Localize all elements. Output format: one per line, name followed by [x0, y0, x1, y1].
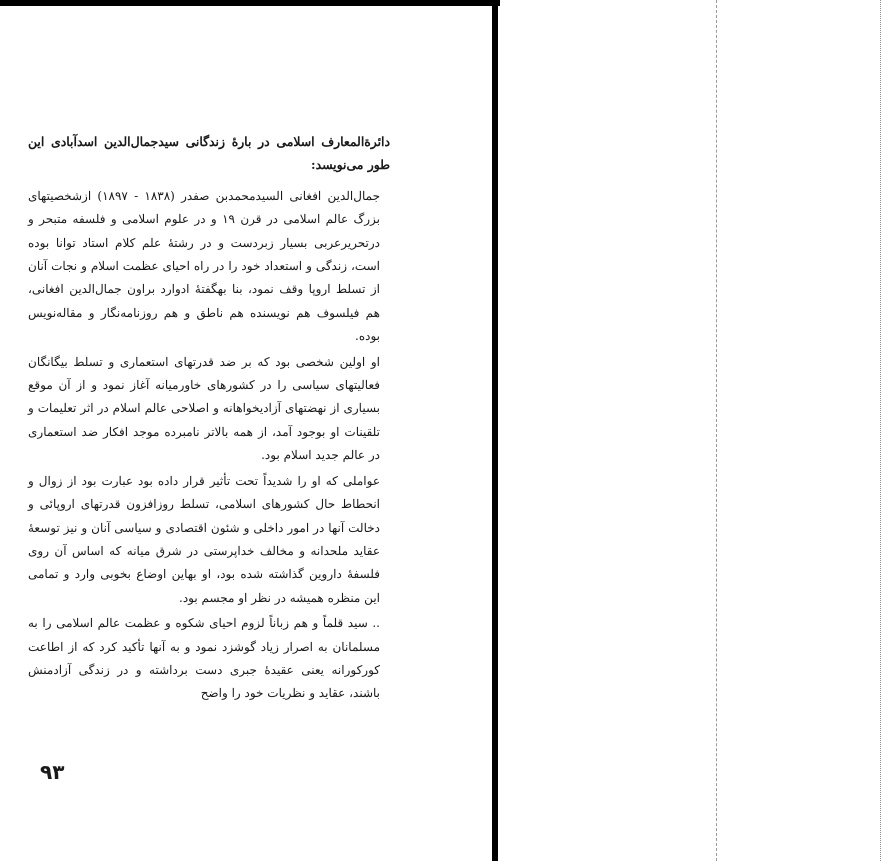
- scan-edge-line-right: [880, 0, 882, 861]
- paragraph-4: .. سید قلماً و هم زباناً لزوم احیای شکوه و عظمت عالم اسلامی را به مسلمانان به اصرار زیاد گوشزد نمود و به آنها تأکید کرد که از اطاعت کورکورانه یعنی عقیدهٔ جبری دست برداشته و در زندگی آزادمنش باشند، عقاید و نظریات خود را واضح: [28, 616, 380, 701]
- paragraph-3: عواملی که او را شدیداً تحت تأثیر قرار داده بود عبارت بود از زوال و انحطاط حال کشورهای اسلامی، تسلط روزافزون قدرتهای اروپائی و دخالت آنها در امور داخلی و شئون اقتصادی و سیاسی آنان و نیز توسعهٔ عقاید ملحدانه و مخالف خداپرستی در شرق میانه که اساس آن روی فلسفهٔ داروین گذاشته شده بود، او بهاین اوضاع بخوبی وارد و تمامی این منظره همیشه در نظر او مجسم بود.: [28, 473, 380, 605]
- page-spine-shadow: [492, 0, 498, 861]
- page-number: ۹۳: [40, 760, 65, 784]
- scan-shadow-top: [0, 0, 500, 6]
- scan-edge-line: [716, 0, 718, 861]
- book-page: [28, 130, 390, 708]
- body-text: [28, 185, 390, 706]
- paragraph-2: او اولین شخصی بود که بر ضد قدرتهای استعماری و تسلط بیگانگان فعالیتهای سیاسی را در کشورهای خاورمیانه آغاز نمود و از آن موقع بسیاری از نهضتهای آزادیخواهانه و اصلاحی عالم اسلام در اثر تعلیمات و تلقینات او بوجود آمد، از همه بالاتر نامبرده موجد افکار ضد استعماری در عالم جدید اسلام بود.: [28, 354, 380, 463]
- intro-line: دائرةالمعارف اسلامی در بارهٔ زندگانی سیدجمال‌الدین اسدآبادی این طور می‌نویسد:: [28, 134, 390, 173]
- paragraph-1: جمال‌الدین افغانی السیدمحمدبن صفدر (۱۸۳۸ - ۱۸۹۷) ازشخصیتهای بزرگ عالم اسلامی در قرن ۱۹ و در علوم اسلامی و فلسفه متبحر و درتحریرعربی بسیار زبردست و در رشتهٔ علم کلام استاد توانا بوده است، زندگی و استعداد خود را در راه احیای عظمت اسلام و نجات آنان از تسلط اروپا وقف نمود، بنا بهگفتهٔ ادوارد براون جمال‌الدین افغانی، هم فیلسوف هم نویسنده هم ناطق و هم روزنامه‌نگار و مقاله‌نویس بوده.: [28, 188, 380, 344]
